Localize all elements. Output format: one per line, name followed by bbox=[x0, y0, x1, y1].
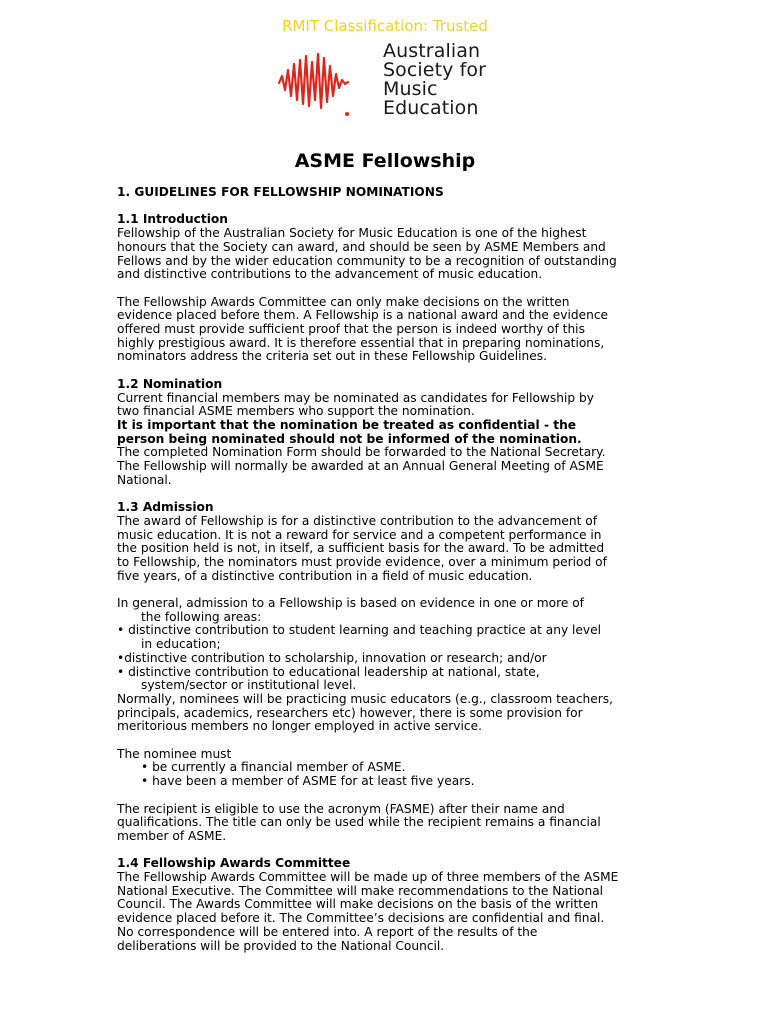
text-line: five years, of a distinctive contribution in a field of music education. bbox=[117, 568, 533, 583]
text-line: nominators address the criteria set out in these Fellowship Guidelines. bbox=[117, 349, 548, 364]
text-line: Fellows and by the wider education community to be a recognition of outstanding bbox=[117, 253, 617, 268]
list-item-continuation: system/sector or institutional level. bbox=[141, 678, 357, 693]
text-line: to Fellowship, the nominators must provide evidence, over a minimum period of bbox=[117, 554, 607, 569]
list-item: • distinctive contribution to educational leadership at national, state, bbox=[117, 664, 540, 679]
logo-line: Education bbox=[383, 97, 479, 119]
text-line: The Fellowship Awards Committee will be made up of three members of the ASME bbox=[117, 870, 619, 885]
text-line: In general, admission to a Fellowship is based on evidence in one or more of bbox=[117, 596, 584, 611]
text-line: The completed Nomination Form should be forwarded to the National Secretary. bbox=[117, 445, 606, 460]
text-line: principals, academics, researchers etc) however, there is some provision for bbox=[117, 705, 583, 720]
section-heading-admission: 1.3 Admission bbox=[117, 500, 214, 515]
confidential-notice: It is important that the nomination be treated as confidential - the bbox=[117, 417, 577, 432]
text-line: The Fellowship Awards Committee can only make decisions on the written bbox=[117, 294, 570, 309]
main-heading: 1. GUIDELINES FOR FELLOWSHIP NOMINATIONS bbox=[117, 185, 444, 199]
committee-paragraph bbox=[117, 871, 657, 953]
text-line: the following areas: bbox=[141, 609, 262, 624]
text-line: honours that the Society can award, and should be seen by ASME Members and bbox=[117, 239, 606, 254]
list-item: •distinctive contribution to scholarship, innovation or research; and/or bbox=[117, 650, 547, 665]
text-line: The Fellowship will normally be awarded at an Annual General Meeting of ASME bbox=[117, 459, 604, 474]
text-line: and distinctive contributions to the advancement of music education. bbox=[117, 267, 543, 282]
text-line: Current financial members may be nominated as candidates for Fellowship by bbox=[117, 390, 594, 405]
logo-line: Music bbox=[383, 78, 438, 100]
text-line: two financial ASME members who support the nomination. bbox=[117, 404, 475, 419]
nomination-paragraph bbox=[117, 392, 657, 488]
nominee-requirements bbox=[117, 748, 657, 789]
classification-label: RMIT Classification: Trusted bbox=[282, 17, 488, 35]
text-line: meritorious members no longer employed in active service. bbox=[117, 719, 482, 734]
text-line: No correspondence will be entered into. A report of the results of the bbox=[117, 924, 538, 939]
text-line: The award of Fellowship is for a distinctive contribution to the advancement of bbox=[117, 513, 598, 528]
list-item: • have been a member of ASME for at least five years. bbox=[141, 774, 475, 789]
list-item: • be currently a financial member of ASME. bbox=[141, 760, 406, 775]
text-line: The nominee must bbox=[117, 746, 232, 761]
text-line: highly prestigious award. It is therefore essential that in preparing nominations, bbox=[117, 335, 605, 350]
asme-logo-text bbox=[383, 42, 486, 118]
list-item-continuation: in education; bbox=[141, 637, 221, 652]
intro-paragraph-1 bbox=[117, 227, 657, 282]
text-line: National. bbox=[117, 472, 172, 487]
text-line: Council. The Awards Committee will make decisions on the basis of the written bbox=[117, 897, 599, 912]
acronym-paragraph bbox=[117, 803, 657, 844]
logo-line: Australian bbox=[383, 40, 481, 62]
text-line: evidence placed before it. The Committee’s decisions are confidential and final. bbox=[117, 911, 605, 926]
asme-logo-wave bbox=[277, 50, 357, 118]
section-heading-committee: 1.4 Fellowship Awards Committee bbox=[117, 856, 351, 871]
text-line: National Executive. The Committee will make recommendations to the National bbox=[117, 883, 604, 898]
text-line: The recipient is eligible to use the acronym (FASME) after their name and bbox=[117, 801, 565, 816]
text-line: qualifications. The title can only be used while the recipient remains a financial bbox=[117, 815, 601, 830]
text-line: evidence placed before them. A Fellowship is a national award and the evidence bbox=[117, 308, 609, 323]
text-line: Fellowship of the Australian Society for Music Education is one of the highest bbox=[117, 226, 587, 241]
admission-areas bbox=[117, 597, 657, 734]
section-heading-nomination: 1.2 Nomination bbox=[117, 376, 223, 391]
text-line: Normally, nominees will be practicing music educators (e.g., classroom teachers, bbox=[117, 691, 613, 706]
text-line: music education. It is not a reward for service and a competent performance in bbox=[117, 527, 602, 542]
text-line: offered must provide sufficient proof that the person is indeed worthy of this bbox=[117, 322, 585, 336]
intro-paragraph-2 bbox=[117, 296, 657, 365]
section-heading-introduction: 1.1 Introduction bbox=[117, 212, 228, 227]
text-line: the position held is not, in itself, a sufficient basis for the award. To be admitted bbox=[117, 541, 605, 556]
logo-line: Society for bbox=[383, 59, 487, 81]
document-body bbox=[117, 186, 657, 953]
confidential-notice: person being nominated should not be informed of the nomination. bbox=[117, 431, 582, 446]
text-line: deliberations will be provided to the National Council. bbox=[117, 938, 445, 953]
page-title: ASME Fellowship bbox=[294, 150, 476, 172]
text-line: member of ASME. bbox=[117, 828, 227, 843]
admission-paragraph-1 bbox=[117, 515, 657, 584]
list-item: • distinctive contribution to student learning and teaching practice at any level bbox=[117, 623, 602, 638]
